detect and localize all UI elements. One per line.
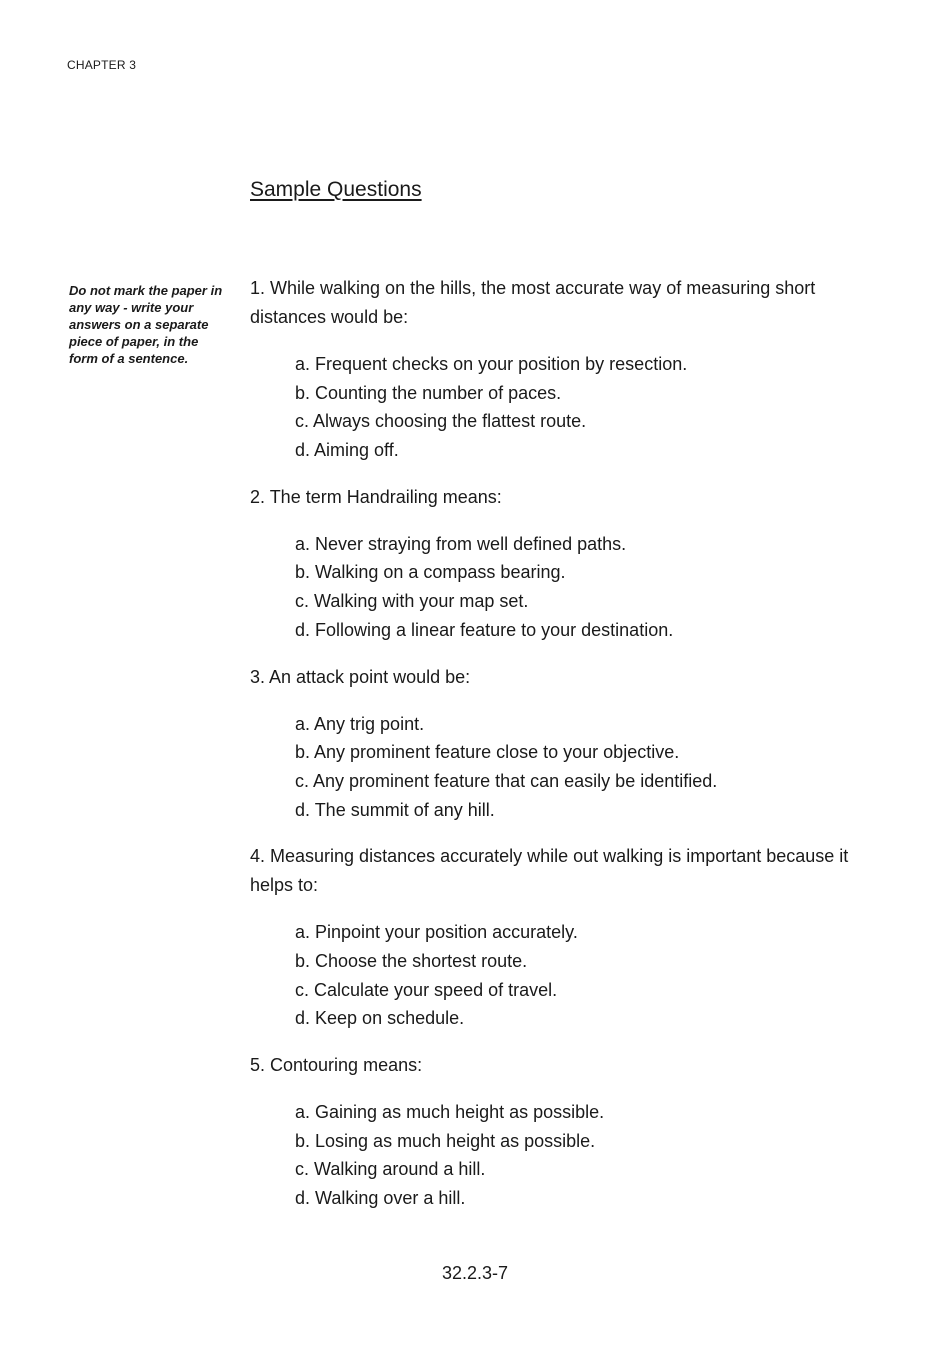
answer-option: b. Walking on a compass bearing. [295,562,566,583]
answer-option: c. Always choosing the flattest route. [295,411,587,432]
question-2 [250,483,850,645]
answer-option: a. Pinpoint your position accurately. [295,922,578,943]
answer-option: b. Losing as much height as possible. [295,1130,596,1151]
answer-option: d. The summit of any hill. [295,799,495,820]
answer-options [250,1098,850,1213]
question-list [250,274,850,1231]
page-title: Sample Questions [250,178,422,201]
question-5 [250,1051,850,1213]
answer-option: d. Keep on schedule. [295,1008,465,1029]
answer-option: a. Gaining as much height as possible. [295,1102,605,1122]
question-text: 2. The term Handrailing means: [250,486,502,507]
answer-option: c. Calculate your speed of travel. [295,979,558,1000]
chapter-header: CHAPTER 3 [67,58,137,72]
instruction-note: Do not mark the paper in any way - write your answers on a separate piece of paper, in the form of a sentence. [69,283,223,366]
question-text: 5. Contouring means: [250,1055,423,1075]
answer-options [250,918,850,1033]
answer-option: a. Never straying from well defined paths. [295,533,627,554]
question-text: 4. Measuring distances accurately while out walking is important because it helps to: [250,846,849,896]
answer-option: b. Counting the number of paces. [295,382,562,403]
answer-option: b. Choose the shortest route. [295,950,528,971]
page-number: 32.2.3-7 [441,1263,509,1283]
answer-option: a. Any trig point. [295,713,425,734]
answer-options [250,350,850,465]
answer-option: c. Walking with your map set. [295,591,529,612]
answer-option: c. Walking around a hill. [295,1159,486,1180]
answer-option: d. Following a linear feature to your destination. [295,619,674,640]
answer-options [250,530,850,645]
question-1 [250,274,850,465]
question-text: 1. While walking on the hills, the most accurate way of measuring short distances would be: [250,278,816,327]
answer-options [250,710,850,825]
answer-option: d. Aiming off. [295,440,399,461]
question-3 [250,663,850,825]
question-4 [250,842,850,1033]
question-text: 3. An attack point would be: [250,666,471,687]
answer-option: c. Any prominent feature that can easily be identified. [295,770,718,791]
answer-option: b. Any prominent feature close to your objective. [295,742,680,763]
answer-option: d. Walking over a hill. [295,1188,466,1209]
answer-option: a. Frequent checks on your position by resection. [295,354,688,374]
